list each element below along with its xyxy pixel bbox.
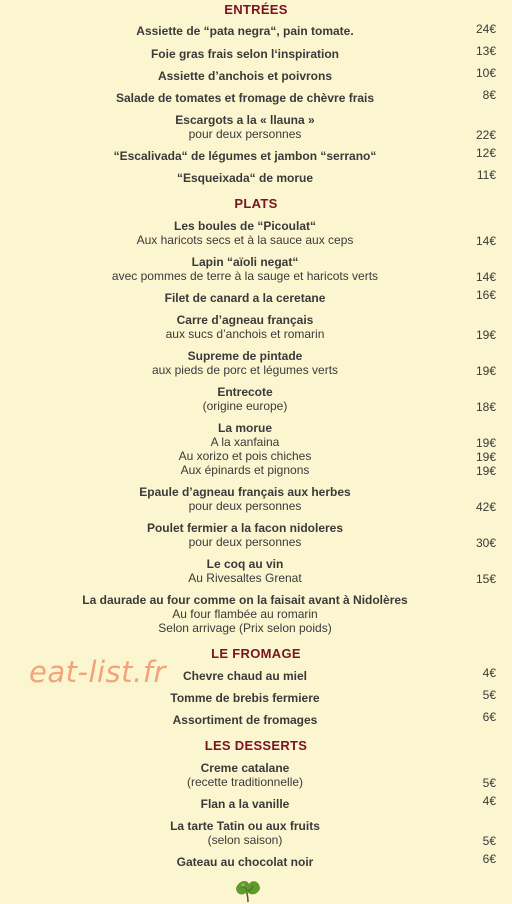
dish-price: 19€ xyxy=(475,450,496,464)
section-title: LES DESSERTS xyxy=(204,738,308,753)
dish-name: La morue xyxy=(217,421,272,435)
dish-price: 42€ xyxy=(475,500,496,514)
dish-price: 19€ xyxy=(475,364,496,378)
dish-description: aux pieds de porc et légumes verts xyxy=(151,363,339,377)
dish-price: 4€ xyxy=(482,666,496,680)
dish-description: Au xorizo et pois chiches xyxy=(178,449,312,463)
dish-name: Salade de tomates et fromage de chèvre frais xyxy=(115,91,375,105)
dish-name: Assiette de “pata negra“, pain tomate. xyxy=(136,24,354,38)
dish-description: A la xanfaina xyxy=(210,435,280,449)
dish-price: 15€ xyxy=(475,572,496,586)
dish-name: Le coq au vin xyxy=(206,557,284,571)
dish-price: 18€ xyxy=(475,400,496,414)
dish-name: Lapin “aïoli negat“ xyxy=(191,255,299,269)
dish-price: 19€ xyxy=(475,464,496,478)
dish-name: Epaule d’agneau français aux herbes xyxy=(139,485,351,499)
dish-description: (selon saison) xyxy=(207,833,283,847)
dish-name: Supreme de pintade xyxy=(187,349,303,363)
dish-price: 11€ xyxy=(476,168,496,182)
dish-price: 6€ xyxy=(482,852,496,866)
dish-description: aux sucs d’anchois et romarin xyxy=(165,327,325,341)
dish-description: Aux épinards et pignons xyxy=(180,463,310,477)
dish-description: (recette traditionnelle) xyxy=(186,775,304,789)
dish-price: 30€ xyxy=(475,536,496,550)
dish-name: Carre d’agneau français xyxy=(176,313,314,327)
dish-name: “Escalivada“ de légumes et jambon “serrano“ xyxy=(113,149,377,163)
dish-price: 5€ xyxy=(482,688,496,702)
dish-name: Gateau au chocolat noir xyxy=(176,855,314,869)
section-title: ENTRÉES xyxy=(224,2,288,17)
section-title: PLATS xyxy=(234,196,278,211)
dish-price: 14€ xyxy=(475,234,496,248)
dish-name: La daurade au four comme on la faisait avant à Nidolères xyxy=(82,593,408,607)
watermark-logo: eat-list.fr xyxy=(29,655,166,689)
dish-description: pour deux personnes xyxy=(188,535,302,549)
dish-price: 19€ xyxy=(475,436,496,450)
dish-description: pour deux personnes xyxy=(188,499,302,513)
dish-description: Selon arrivage (Prix selon poids) xyxy=(158,621,332,635)
dish-description: (origine europe) xyxy=(202,399,288,413)
dish-price: 5€ xyxy=(482,776,496,790)
dish-price: 13€ xyxy=(475,44,496,58)
dish-name: La tarte Tatin ou aux fruits xyxy=(170,819,320,833)
dish-price: 24€ xyxy=(475,22,496,36)
dish-name: Escargots a la « llauna » xyxy=(175,113,315,127)
dish-name: Flan a la vanille xyxy=(200,797,290,811)
dish-description: pour deux personnes xyxy=(188,127,302,141)
dish-name: Foie gras frais selon l‘inspiration xyxy=(150,47,340,61)
dish-name: Les boules de “Picoulat“ xyxy=(173,219,317,233)
dish-price: 22€ xyxy=(475,128,496,142)
section-title: LE FROMAGE xyxy=(211,646,301,661)
dish-description: Aux haricots secs et à la sauce aux ceps xyxy=(136,233,354,247)
dish-name: Creme catalane xyxy=(200,761,290,775)
dish-name: Tomme de brebis fermiere xyxy=(170,691,320,705)
dish-price: 12€ xyxy=(475,146,496,160)
dish-name: Assortiment de fromages xyxy=(172,713,318,727)
dish-name: Filet de canard a la ceretane xyxy=(164,291,326,305)
dish-name: “Esqueixada“ de morue xyxy=(176,171,314,185)
dish-price: 5€ xyxy=(482,834,496,848)
dish-description: Au four flambée au romarin xyxy=(172,607,318,621)
dish-price: 19€ xyxy=(475,328,496,342)
dish-price: 8€ xyxy=(482,88,496,102)
dish-name: Assiette d’anchois et poivrons xyxy=(157,69,333,83)
dish-name: Poulet fermier a la facon nidoleres xyxy=(146,521,344,535)
dish-price: 10€ xyxy=(475,66,496,80)
dish-name: Entrecote xyxy=(217,385,273,399)
leaf-icon xyxy=(233,878,263,904)
dish-price: 4€ xyxy=(482,794,496,808)
dish-price: 14€ xyxy=(475,270,496,284)
dish-description: avec pommes de terre à la sauge et haricots verts xyxy=(111,269,379,283)
dish-name: Chevre chaud au miel xyxy=(182,669,308,683)
dish-description: Au Rivesaltes Grenat xyxy=(188,571,302,585)
dish-price: 6€ xyxy=(482,710,496,724)
dish-price: 16€ xyxy=(475,288,496,302)
